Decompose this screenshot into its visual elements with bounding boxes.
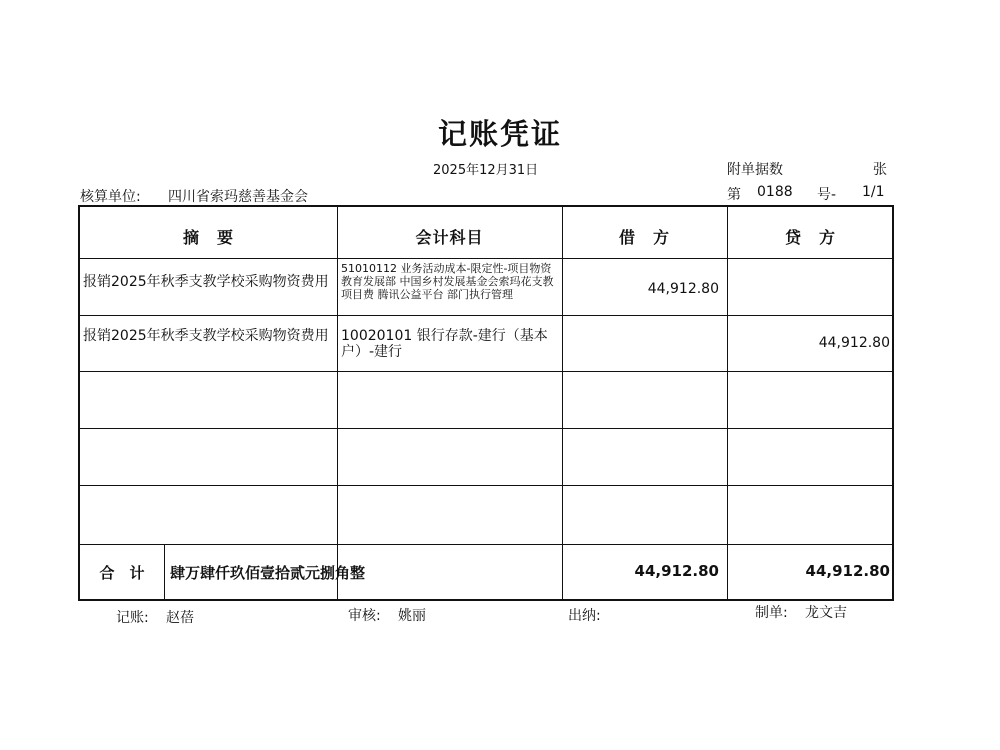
column-divider — [562, 207, 563, 599]
voucher-number: 0188 — [757, 184, 793, 200]
total-credit: 44,912.80 — [805, 562, 890, 580]
row-divider — [80, 485, 892, 486]
header-summary: 摘 要 — [182, 228, 234, 247]
page-indicator: 1/1 — [862, 184, 885, 200]
unit-name: 四川省索玛慈善基金会 — [168, 189, 308, 205]
header-account: 会计科目 — [415, 228, 484, 247]
reviewer-label: 审核: — [348, 608, 381, 624]
preparer-name: 龙文吉 — [805, 605, 847, 621]
number-suffix: 号- — [817, 187, 837, 203]
attachments-unit: 张 — [873, 162, 887, 178]
cashier-label: 出纳: — [568, 608, 601, 624]
header-debit: 借 方 — [618, 228, 670, 247]
bookkeeper-label: 记账: — [116, 610, 149, 626]
row-divider — [80, 371, 892, 372]
total-debit: 44,912.80 — [634, 562, 719, 580]
row-divider — [80, 544, 892, 545]
row-divider — [80, 258, 892, 259]
total-divider — [164, 544, 165, 599]
reviewer-name: 姚丽 — [398, 608, 426, 624]
header-credit: 贷 方 — [784, 228, 836, 247]
total-label: 合 计 — [99, 564, 145, 582]
row1-account: 51010112 业务活动成本-限定性-项目物资 教育发展部 中国乡村发展基金会索玛花支教 项目费 腾讯公益平台 部门执行管理 — [341, 262, 554, 301]
voucher-table — [78, 205, 894, 601]
row1-debit: 44,912.80 — [647, 281, 719, 297]
row2-summary: 报销2025年秋季支教学校采购物资费用 — [83, 328, 329, 344]
unit-label: 核算单位: — [80, 189, 141, 205]
row-divider — [80, 315, 892, 316]
voucher-title: 记账凭证 — [437, 117, 562, 151]
attachments-label: 附单据数 — [727, 162, 783, 178]
row-divider — [80, 428, 892, 429]
row2-credit: 44,912.80 — [818, 335, 890, 351]
row2-account: 10020101 银行存款-建行（基本户）-建行 — [341, 328, 548, 360]
bookkeeper-name: 赵蓓 — [166, 610, 194, 626]
voucher-date: 2025年12月31日 — [433, 163, 539, 178]
column-divider — [727, 207, 728, 599]
number-prefix: 第 — [727, 187, 741, 203]
row1-summary: 报销2025年秋季支教学校采购物资费用 — [83, 274, 329, 290]
preparer-label: 制单: — [755, 605, 788, 621]
total-amount-words: 肆万肆仟玖佰壹拾贰元捌角整 — [170, 564, 366, 582]
column-divider — [337, 207, 338, 599]
